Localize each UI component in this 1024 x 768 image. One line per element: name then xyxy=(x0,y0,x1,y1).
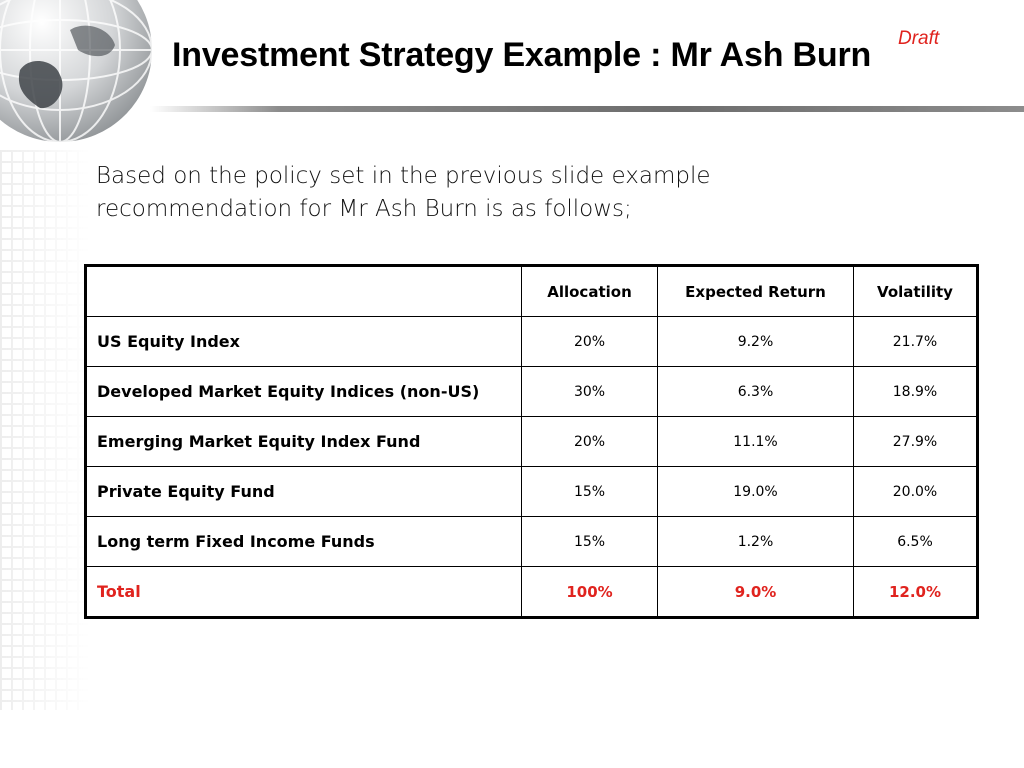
row-name: Developed Market Equity Indices (non-US) xyxy=(86,367,522,417)
row-volatility: 21.7% xyxy=(854,317,978,367)
table-row xyxy=(86,467,978,517)
row-expected-return: 1.2% xyxy=(658,517,854,567)
table-row xyxy=(86,367,978,417)
row-allocation: 30% xyxy=(522,367,658,417)
total-expected-return: 9.0% xyxy=(658,567,854,618)
row-volatility: 27.9% xyxy=(854,417,978,467)
table-total-row xyxy=(86,567,978,618)
draft-label: Draft xyxy=(898,28,940,49)
total-allocation: 100% xyxy=(522,567,658,618)
title-divider xyxy=(150,106,1024,112)
decorative-grid-pattern xyxy=(0,150,90,710)
row-name: Emerging Market Equity Index Fund xyxy=(86,417,522,467)
row-name: US Equity Index xyxy=(86,317,522,367)
row-allocation: 20% xyxy=(522,417,658,467)
table-row xyxy=(86,417,978,467)
row-volatility: 20.0% xyxy=(854,467,978,517)
allocation-table xyxy=(84,264,979,619)
row-expected-return: 9.2% xyxy=(658,317,854,367)
globe-icon xyxy=(0,0,160,150)
row-name: Long term Fixed Income Funds xyxy=(86,517,522,567)
intro-paragraph: Based on the policy set in the previous slide example recommendation for Mr Ash Burn is as follows; xyxy=(96,163,711,222)
row-expected-return: 6.3% xyxy=(658,367,854,417)
header-expected-return: Expected Return xyxy=(658,266,854,317)
total-label: Total xyxy=(86,567,522,618)
slide-title: Investment Strategy Example : Mr Ash Burn xyxy=(172,36,872,74)
row-volatility: 6.5% xyxy=(854,517,978,567)
row-expected-return: 19.0% xyxy=(658,467,854,517)
table-row xyxy=(86,517,978,567)
table-header-row xyxy=(86,266,978,317)
header-volatility: Volatility xyxy=(854,266,978,317)
row-allocation: 15% xyxy=(522,517,658,567)
row-allocation: 20% xyxy=(522,317,658,367)
row-expected-return: 11.1% xyxy=(658,417,854,467)
row-allocation: 15% xyxy=(522,467,658,517)
row-volatility: 18.9% xyxy=(854,367,978,417)
table-row xyxy=(86,317,978,367)
total-volatility: 12.0% xyxy=(854,567,978,618)
header-blank xyxy=(86,266,522,317)
row-name: Private Equity Fund xyxy=(86,467,522,517)
header-allocation: Allocation xyxy=(522,266,658,317)
